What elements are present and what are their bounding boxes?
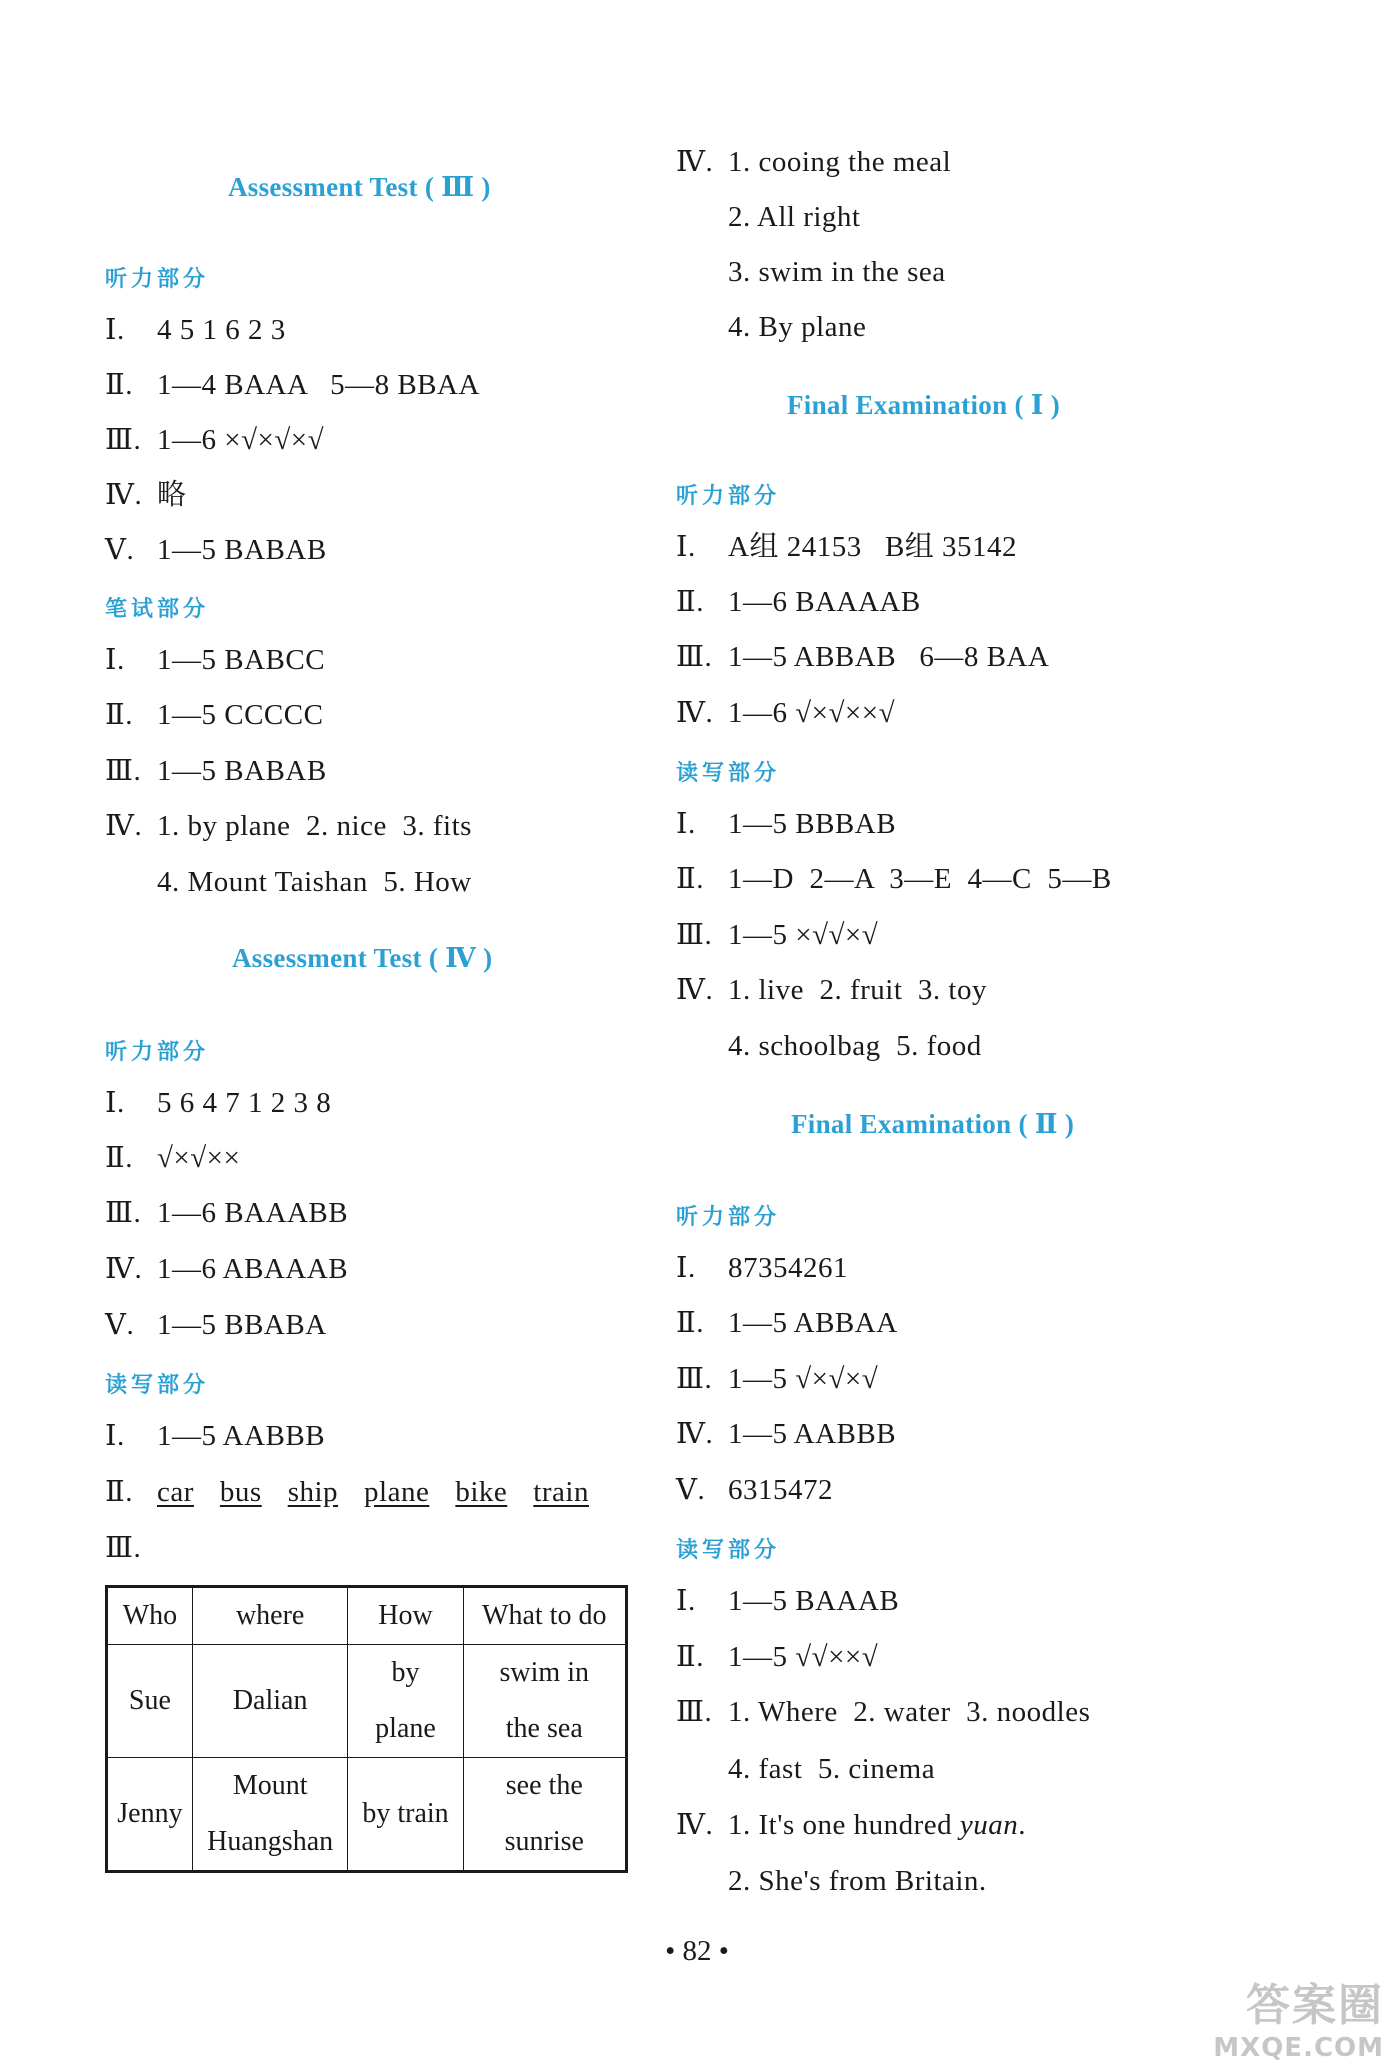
table-cell: Mount Huangshan: [192, 1758, 348, 1872]
table-cell: Dalian: [192, 1645, 348, 1758]
answer-line-cont: 2. She's from Britain.: [728, 1865, 987, 1897]
final2-rw-label: 读写部分: [676, 1538, 781, 1563]
answer-line: Ⅰ. 1—5 BBBAB: [676, 808, 897, 840]
answer-line: Ⅱ. 1—5 ABBAA: [676, 1307, 898, 1339]
final2-title: Final Examination ( Ⅱ ): [791, 1109, 1075, 1139]
answer-line: Ⅴ. 6315472: [676, 1474, 833, 1506]
answer-line: Ⅳ. 1—6 ABAAAB: [105, 1253, 349, 1285]
answer-line: Ⅱ. 1—5 √√××√: [676, 1641, 879, 1673]
answer-line-cont: 4. fast 5. cinema: [728, 1753, 936, 1785]
answer-line: Ⅲ. 1. Where 2. water 3. noodles: [676, 1696, 1091, 1728]
table-header-cell: Who: [107, 1587, 193, 1645]
answer-line: Ⅲ.: [105, 1532, 142, 1564]
table-row: [107, 1645, 627, 1758]
answer-line: 2. All right: [728, 201, 861, 233]
table-cell: by train: [348, 1758, 463, 1872]
word: bike: [455, 1476, 508, 1508]
test4-rw-label: 读写部分: [105, 1373, 210, 1398]
page-number: • 82 •: [665, 1935, 729, 1967]
test3-listening-label: 听力部分: [105, 267, 210, 292]
watermark-logo: [1213, 1969, 1384, 2063]
table-header-cell: where: [192, 1587, 348, 1645]
answer-line: Ⅲ. 1—5 BABAB: [105, 755, 327, 787]
table-cell: see the sunrise: [463, 1758, 626, 1872]
table-header-cell: What to do: [463, 1587, 626, 1645]
answer-line: Ⅲ. 1—5 ×√√×√: [676, 919, 879, 951]
answer-line: Ⅳ. 1. live 2. fruit 3. toy: [676, 974, 987, 1006]
table-row: [107, 1758, 627, 1872]
test4-listening-label: 听力部分: [105, 1040, 210, 1065]
answer-line: Ⅳ. 1. by plane 2. nice 3. fits: [105, 810, 472, 842]
test3-writing-label: 笔试部分: [105, 597, 210, 622]
test4-title: Assessment Test ( Ⅳ ): [232, 943, 493, 973]
word: train: [533, 1476, 589, 1508]
answer-line: Ⅲ. 1—6 BAAABB: [105, 1197, 349, 1229]
answer-line-cont: 4. schoolbag 5. food: [728, 1030, 982, 1062]
watermark-text-url: MXQE.COM: [1213, 2033, 1384, 2063]
final1-listening-label: 听力部分: [676, 484, 781, 509]
answer-line: Ⅳ. 略: [105, 479, 187, 511]
answer-line: Ⅳ. 1—5 AABBB: [676, 1418, 897, 1450]
word: car: [157, 1476, 194, 1508]
answer-line: Ⅰ. 1—5 AABBB: [105, 1420, 326, 1452]
answer-line: Ⅳ. 1—6 √×√××√: [676, 697, 896, 729]
answer-line-cont: 4. Mount Taishan 5. How: [157, 866, 472, 898]
final1-title: Final Examination ( Ⅰ ): [787, 390, 1061, 420]
answer-line: Ⅰ. 1—5 BAAAB: [676, 1585, 900, 1617]
table-cell: swim in the sea: [463, 1645, 626, 1758]
word: bus: [219, 1476, 262, 1508]
test3-title: Assessment Test ( Ⅲ ): [228, 172, 491, 202]
answer-line: 4. By plane: [728, 311, 867, 343]
table-cell: by plane: [348, 1645, 463, 1758]
table-cell: Jenny: [107, 1758, 193, 1872]
answer-line: Ⅱ. 1—6 BAAAAB: [676, 586, 921, 618]
watermark-text-cn: 答案圈: [1246, 1980, 1384, 2031]
answer-line: Ⅲ. 1—5 √×√×√: [676, 1363, 879, 1395]
answer-line: 3. swim in the sea: [728, 256, 946, 288]
answer-line: Ⅲ. 1—6 ×√×√×√: [105, 424, 325, 456]
answer-line: Ⅴ. 1—5 BABAB: [105, 534, 327, 566]
answer-line: Ⅴ. 1—5 BBABA: [105, 1309, 327, 1341]
answer-line: Ⅳ. 1. It's one hundred yuan.: [676, 1809, 1027, 1841]
answer-table: [105, 1585, 628, 1873]
answer-line: Ⅱ. √×√××: [105, 1142, 241, 1174]
word: plane: [364, 1476, 430, 1508]
answer-line: Ⅰ. 87354261: [676, 1252, 848, 1284]
answer-line: Ⅱ. 1—5 CCCCC: [105, 699, 324, 731]
answer-line-words: Ⅱ. car bus ship plane bike train: [105, 1476, 589, 1508]
table-cell: Sue: [107, 1645, 193, 1758]
answer-line: Ⅱ. 1—4 BAAA 5—8 BBAA: [105, 369, 480, 401]
answer-line: Ⅰ. 1—5 BABCC: [105, 644, 326, 676]
final2-listening-label: 听力部分: [676, 1205, 781, 1230]
answer-line: Ⅲ. 1—5 ABBAB 6—8 BAA: [676, 641, 1050, 673]
table-header-row: [107, 1587, 627, 1645]
table-header-cell: How: [348, 1587, 463, 1645]
answer-line: Ⅰ. A组 24153 B组 35142: [676, 531, 1018, 563]
answer-line: Ⅰ. 5 6 4 7 1 2 3 8: [105, 1087, 332, 1119]
final1-rw-label: 读写部分: [676, 761, 781, 786]
answer-line: Ⅱ. 1—D 2—A 3—E 4—C 5—B: [676, 863, 1112, 895]
answer-line: Ⅰ. 4 5 1 6 2 3: [105, 314, 286, 346]
word: ship: [287, 1476, 339, 1508]
answer-line: Ⅳ. 1. cooing the meal: [676, 146, 952, 178]
